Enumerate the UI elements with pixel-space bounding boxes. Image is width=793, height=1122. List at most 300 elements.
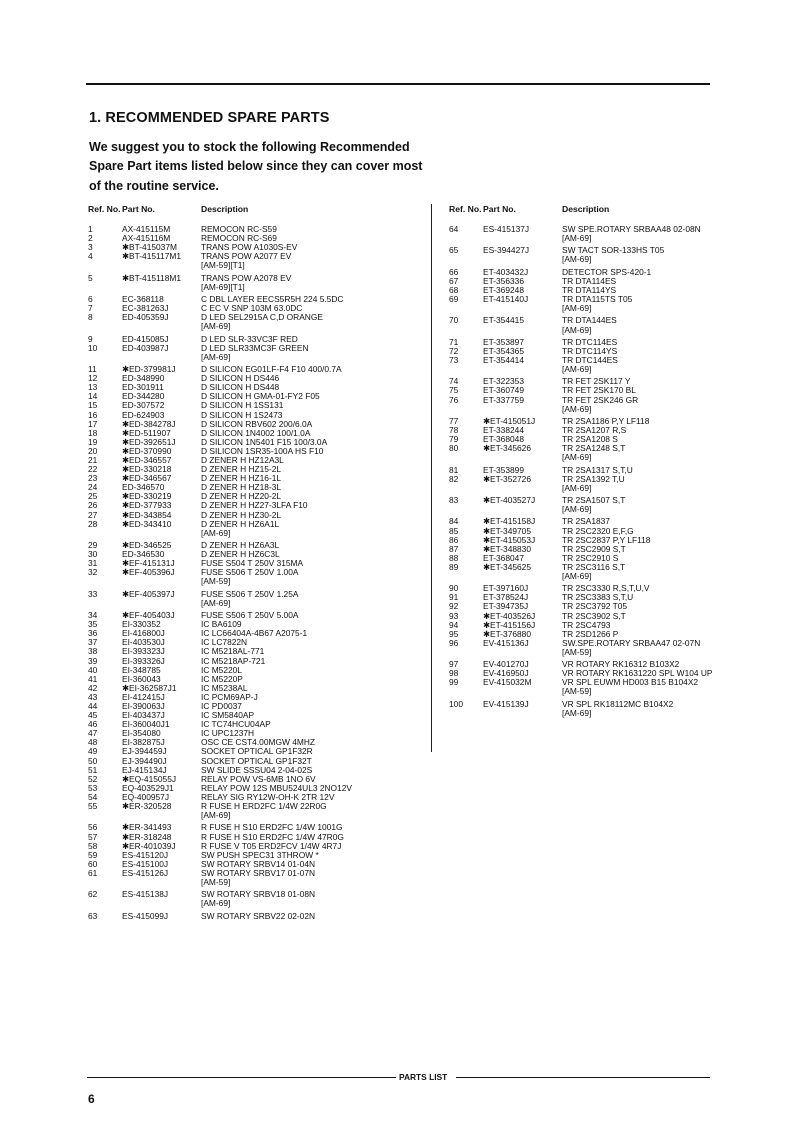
part-no-cell: EI-348785 bbox=[122, 664, 161, 675]
ref-no-cell: 77 bbox=[449, 415, 459, 426]
part-no-cell: ET-353899 bbox=[483, 464, 524, 475]
table-row bbox=[449, 475, 749, 493]
description-line: D ZENER H HZ16-1L bbox=[201, 473, 282, 484]
description-line: IC M5220L bbox=[201, 664, 242, 675]
description-line: R FUSE H ERD2FC 1/4W 22R0G bbox=[201, 801, 327, 812]
ref-no-cell: 6 bbox=[88, 294, 93, 305]
description-line: D LED SLR33MC3F GREEN bbox=[201, 342, 309, 353]
description-line: TR DTA144ES bbox=[562, 315, 617, 326]
part-no-header: Part No. bbox=[483, 204, 516, 214]
part-no-cell: ✱ED-346567 bbox=[122, 473, 172, 484]
ref-no-cell: 100 bbox=[449, 698, 463, 709]
ref-no-cell: 47 bbox=[88, 728, 98, 739]
ref-no-cell: 24 bbox=[88, 482, 98, 493]
description-cell bbox=[562, 475, 749, 493]
part-no-cell: ED-301911 bbox=[122, 382, 164, 393]
description-line: TR 2SA1248 S,T bbox=[562, 443, 626, 454]
description-line: C EC V SNP 103M 63.0DC bbox=[201, 303, 303, 314]
ref-no-cell: 69 bbox=[449, 294, 459, 305]
ref-no-cell: 92 bbox=[449, 601, 459, 612]
description-line: D SILICON H GMA-01-FY2 F05 bbox=[201, 391, 320, 402]
part-no-cell: ET-368047 bbox=[483, 552, 524, 563]
table-row bbox=[88, 344, 424, 362]
page-number: 6 bbox=[88, 1092, 95, 1106]
description-line: TR 2SC3902 S,T bbox=[562, 610, 626, 621]
part-no-cell: ✱ED-511907 bbox=[122, 427, 171, 438]
part-no-cell: ✱EF-405397J bbox=[122, 588, 175, 599]
part-no-cell: ✱ED-343854 bbox=[122, 509, 172, 520]
ref-no-cell: 4 bbox=[88, 251, 93, 262]
part-no-cell: ✱ET-415156J bbox=[483, 619, 536, 630]
parts-table-right bbox=[449, 203, 749, 718]
description-cell bbox=[201, 590, 424, 608]
part-no-cell: EQ-403529J1 bbox=[122, 782, 174, 793]
description-line: D LED SEL2915A C,D ORANGE bbox=[201, 312, 323, 323]
description-line: TR 2SA1837 bbox=[562, 516, 610, 527]
part-no-cell: ET-403432J bbox=[483, 266, 529, 277]
description-line: TR DTA115TS T05 bbox=[562, 294, 633, 305]
ref-no-cell: 25 bbox=[88, 491, 98, 502]
table-row bbox=[449, 356, 749, 374]
part-no-cell: ET-368048 bbox=[483, 434, 524, 445]
ref-no-cell: 36 bbox=[88, 628, 98, 639]
table-row bbox=[449, 295, 749, 313]
ref-no-cell: 89 bbox=[449, 561, 459, 572]
table-row bbox=[88, 912, 424, 921]
table-row bbox=[449, 316, 749, 334]
ref-no-cell: 60 bbox=[88, 858, 98, 869]
description-line: [AM-59] bbox=[562, 646, 592, 657]
table-row bbox=[449, 496, 749, 514]
description-cell bbox=[201, 344, 424, 362]
description-line: [AM-59] bbox=[562, 686, 592, 697]
description-line: SW SLIDE SSSU04 2-04-02S bbox=[201, 764, 313, 775]
description-line: TR FET 2SK246 GR bbox=[562, 394, 639, 405]
part-no-cell: ET-354365 bbox=[483, 345, 524, 356]
part-no-cell: ✱ER-341493 bbox=[122, 822, 172, 833]
part-no-cell: ✱ER-320528 bbox=[122, 801, 172, 812]
ref-no-cell: 75 bbox=[449, 385, 459, 396]
part-no-cell: EJ-394490J bbox=[122, 755, 167, 766]
part-no-cell: EI-354080 bbox=[122, 728, 161, 739]
table-header bbox=[88, 203, 424, 225]
table-row bbox=[88, 274, 424, 292]
ref-no-cell: 31 bbox=[88, 558, 98, 569]
description-line: D SILICON 1SR35-100A HS F10 bbox=[201, 445, 324, 456]
intro-line: of the routine service. bbox=[89, 178, 219, 193]
description-line: IC BA6109 bbox=[201, 619, 242, 630]
column-divider bbox=[431, 204, 432, 752]
description-line: FUSE S504 T 250V 315MA bbox=[201, 558, 304, 569]
ref-no-cell: 18 bbox=[88, 427, 98, 438]
description-line: TR 2SA1207 R,S bbox=[562, 425, 627, 435]
description-line: VR ROTARY RK16312 B103X2 bbox=[562, 659, 680, 670]
description-line: VR SPL RK18112MC B104X2 bbox=[562, 698, 674, 709]
description-line: IC SM5840AP bbox=[201, 710, 255, 721]
ref-no-cell: 17 bbox=[88, 418, 98, 429]
ref-no-cell: 7 bbox=[88, 303, 93, 314]
ref-no-cell: 82 bbox=[449, 473, 459, 484]
ref-no-cell: 12 bbox=[88, 373, 98, 384]
table-row bbox=[449, 246, 749, 264]
description-line: SW ROTARY SRBV18 01-08N bbox=[201, 889, 316, 900]
part-no-cell: ✱ET-403527J bbox=[483, 495, 536, 506]
part-no-cell: ES-415120J bbox=[122, 849, 169, 860]
description-line: FUSE S506 T 250V 1.25A bbox=[201, 588, 299, 599]
table-header bbox=[449, 203, 749, 225]
part-no-cell: ✱ET-415051J bbox=[483, 415, 536, 426]
ref-no-cell: 48 bbox=[88, 737, 98, 748]
footer-rule bbox=[87, 1077, 396, 1078]
part-no-cell: ✱ET-403526J bbox=[483, 610, 536, 621]
part-no-cell: ED-405359J bbox=[122, 312, 169, 323]
part-no-cell: AX-415115M bbox=[122, 224, 171, 234]
part-no-cell: ET-322353 bbox=[483, 376, 524, 387]
description-line: IC LC7822N bbox=[201, 637, 248, 648]
ref-no-cell: 78 bbox=[449, 425, 459, 435]
ref-no-cell: 52 bbox=[88, 773, 98, 784]
part-no-cell: EC-381263J bbox=[122, 303, 169, 314]
part-no-cell: EC-368118 bbox=[122, 294, 164, 305]
description-line: IC M5238AL bbox=[201, 682, 248, 693]
description-cell bbox=[562, 678, 749, 696]
part-no-cell: ✱ED-343410 bbox=[122, 518, 172, 529]
ref-no-cell: 66 bbox=[449, 266, 459, 277]
ref-no-cell: 55 bbox=[88, 801, 98, 812]
ref-no-cell: 62 bbox=[88, 889, 98, 900]
description-cell bbox=[562, 316, 749, 334]
ref-no-cell: 42 bbox=[88, 682, 98, 693]
description-line: [AM-69] bbox=[201, 898, 231, 909]
intro-paragraph bbox=[89, 138, 429, 196]
description-line: [AM-59] bbox=[201, 576, 231, 587]
table-row bbox=[88, 520, 424, 538]
description-line: DETECTOR SPS-420-1 bbox=[562, 266, 652, 277]
ref-no-cell: 65 bbox=[449, 245, 459, 256]
ref-no-cell: 13 bbox=[88, 382, 98, 393]
ref-no-cell: 30 bbox=[88, 549, 98, 560]
description-line: TR 2SA1392 T,U bbox=[562, 473, 625, 484]
description-line: D ZENER H HZ20-2L bbox=[201, 491, 282, 502]
description-line: [AM-69] bbox=[201, 527, 231, 538]
description-cell bbox=[201, 802, 424, 820]
part-no-cell: ✱BT-415037M bbox=[122, 242, 177, 253]
part-no-cell: ✱ET-345626 bbox=[483, 443, 531, 454]
description-line: [AM-69] bbox=[201, 351, 231, 362]
table-row bbox=[88, 869, 424, 887]
ref-no-cell: 2 bbox=[88, 233, 93, 244]
description-line: TR 2SA1507 S,T bbox=[562, 495, 626, 506]
description-line: [AM-69] bbox=[562, 504, 592, 515]
ref-no-cell: 41 bbox=[88, 673, 98, 684]
description-line: VR ROTARY RK1631220 SPL W104 UP bbox=[562, 668, 713, 679]
table-row bbox=[88, 802, 424, 820]
description-line: TRANS POW A2077 EV bbox=[201, 251, 292, 262]
part-no-cell: ET-354414 bbox=[483, 354, 524, 365]
description-cell bbox=[201, 568, 424, 586]
description-line: IC UPC1237H bbox=[201, 728, 255, 739]
description-line: [AM-69] bbox=[562, 482, 592, 493]
description-line: SW.SPE.ROTARY SRBAA47 02-07N bbox=[562, 637, 701, 648]
part-no-cell: EI-393326J bbox=[122, 655, 165, 666]
description-cell bbox=[562, 639, 749, 657]
part-no-cell: ✱ET-376880 bbox=[483, 628, 531, 639]
ref-no-cell: 5 bbox=[88, 272, 93, 283]
ref-no-cell: 74 bbox=[449, 376, 459, 387]
description-line: FUSE S506 T 250V 1.00A bbox=[201, 567, 299, 578]
description-cell bbox=[562, 246, 749, 264]
footer-label: PARTS LIST bbox=[399, 1072, 448, 1082]
table-row bbox=[88, 890, 424, 908]
ref-no-cell: 20 bbox=[88, 445, 98, 456]
description-line: D SILICON RBV602 200/6.0A bbox=[201, 418, 313, 429]
description-line: TR 2SC2837 P,Y LF118 bbox=[562, 534, 651, 545]
description-line: REMOCON RC-S59 bbox=[201, 224, 277, 234]
description-cell bbox=[562, 356, 749, 374]
description-line: SOCKET OPTICAL GP1F32T bbox=[201, 755, 312, 766]
part-no-cell: ED-415085J bbox=[122, 333, 169, 344]
description-line: D ZENER H HZ15-2L bbox=[201, 464, 282, 475]
description-cell bbox=[562, 295, 749, 313]
table-row bbox=[449, 225, 749, 243]
ref-no-cell: 96 bbox=[449, 637, 459, 648]
part-no-cell: ✱ET-352726 bbox=[483, 473, 531, 484]
description-line: TRANS POW A2078 EV bbox=[201, 272, 292, 283]
description-cell bbox=[201, 252, 424, 270]
part-no-cell: EI-360043 bbox=[122, 673, 161, 684]
ref-no-cell: 98 bbox=[449, 668, 459, 679]
part-no-cell: ✱EQ-415055J bbox=[122, 773, 177, 784]
description-line: [AM-69] bbox=[201, 810, 231, 821]
part-no-cell: ET-415140J bbox=[483, 294, 529, 305]
ref-no-cell: 72 bbox=[449, 345, 459, 356]
description-cell bbox=[201, 520, 424, 538]
part-no-cell: EI-390063J bbox=[122, 701, 165, 711]
description-line: [AM-69] bbox=[201, 321, 231, 332]
description-line: TR FET 2SK117 Y bbox=[562, 376, 631, 387]
ref-no-cell: 61 bbox=[88, 867, 98, 878]
ref-no-cell: 44 bbox=[88, 701, 98, 711]
ref-no-cell: 10 bbox=[88, 342, 98, 353]
part-no-cell: AX-415116M bbox=[122, 233, 171, 244]
description-line: SW SPE.ROTARY SRBAA48 02-08N bbox=[562, 224, 701, 234]
ref-no-cell: 59 bbox=[88, 849, 98, 860]
ref-no-cell: 53 bbox=[88, 782, 98, 793]
ref-no-cell: 70 bbox=[449, 315, 459, 326]
part-no-cell: ✱ED-330219 bbox=[122, 491, 172, 502]
table-row bbox=[88, 252, 424, 270]
description-line: IC TC74HCU04AP bbox=[201, 719, 271, 730]
ref-no-cell: 64 bbox=[449, 224, 459, 234]
description-line: TR 2SC3792 T05 bbox=[562, 601, 628, 612]
description-line: D ZENER H HZ6A1L bbox=[201, 518, 280, 529]
description-line: TR 2SA1208 S bbox=[562, 434, 618, 445]
description-line: [AM-69] bbox=[562, 254, 592, 265]
part-no-cell: ES-415137J bbox=[483, 224, 530, 234]
description-line: D ZENER H HZ6C3L bbox=[201, 549, 280, 560]
ref-no-cell: 40 bbox=[88, 664, 98, 675]
part-no-header: Part No. bbox=[122, 204, 155, 214]
part-no-cell: EJ-415134J bbox=[122, 764, 167, 775]
part-no-cell: ✱EF-415131J bbox=[122, 558, 175, 569]
description-cell bbox=[562, 563, 749, 581]
part-no-cell: ✱EF-405403J bbox=[122, 610, 175, 621]
ref-no-cell: 71 bbox=[449, 336, 459, 347]
description-header: Description bbox=[562, 204, 610, 214]
ref-no-cell: 19 bbox=[88, 436, 98, 447]
ref-no-cell: 50 bbox=[88, 755, 98, 766]
description-line: IC M5218AP-721 bbox=[201, 655, 266, 666]
description-line: OSC CE CST4.00MGW 4MHZ bbox=[201, 737, 316, 748]
ref-no-cell: 95 bbox=[449, 628, 459, 639]
description-line: R FUSE V T05 ERD2FCV 1/4W 4R7J bbox=[201, 840, 342, 851]
description-line: SW TACT SOR-133HS T05 bbox=[562, 245, 665, 256]
part-no-cell: EI-403530J bbox=[122, 637, 165, 648]
description-line: TR 2SC2909 S,T bbox=[562, 543, 626, 554]
ref-no-cell: 94 bbox=[449, 619, 459, 630]
part-no-cell: ✱BT-415118M1 bbox=[122, 272, 182, 283]
part-no-cell: ED-307572 bbox=[122, 400, 165, 411]
ref-no-cell: 57 bbox=[88, 831, 98, 842]
ref-no-cell: 84 bbox=[449, 516, 459, 527]
description-line: VR SPL EUWM HD003 B15 B104X2 bbox=[562, 677, 699, 688]
ref-no-cell: 32 bbox=[88, 567, 98, 578]
part-no-cell: ✱ET-348830 bbox=[483, 543, 531, 554]
part-no-cell: ES-415138J bbox=[122, 889, 169, 900]
description-line: TR FET 2SK170 BL bbox=[562, 385, 636, 396]
description-line: D SILICON 1N5401 F15 100/3.0A bbox=[201, 436, 328, 447]
table-row bbox=[449, 563, 749, 581]
description-cell bbox=[562, 444, 749, 462]
part-no-cell: EV-415136J bbox=[483, 637, 529, 648]
description-line: D ZENER H HZ12A3L bbox=[201, 455, 284, 465]
description-line: IC PCM69AP-J bbox=[201, 691, 258, 702]
part-no-cell: ✱ED-392651J bbox=[122, 436, 176, 447]
part-no-cell: EV-415032M bbox=[483, 677, 532, 688]
ref-no-cell: 93 bbox=[449, 610, 459, 621]
part-no-cell: ET-354415 bbox=[483, 315, 524, 326]
ref-no-cell: 80 bbox=[449, 443, 459, 454]
ref-no-cell: 3 bbox=[88, 242, 93, 253]
description-line: [AM-69] bbox=[562, 303, 592, 314]
part-no-cell: ET-337759 bbox=[483, 394, 524, 405]
part-no-cell: ET-397160J bbox=[483, 583, 529, 594]
part-no-cell: EI-382875J bbox=[122, 737, 165, 748]
ref-no-cell: 87 bbox=[449, 543, 459, 554]
description-line: [AM-59][T1] bbox=[201, 260, 245, 271]
description-line: SW ROTARY SRBV17 01-07N bbox=[201, 867, 316, 878]
description-line: D ZENER H HZ6A3L bbox=[201, 540, 280, 551]
intro-line: Spare Part items listed below since they can cover most bbox=[89, 159, 423, 174]
description-line: TR 2SA1186 P,Y LF118 bbox=[562, 415, 650, 426]
ref-no-cell: 29 bbox=[88, 540, 98, 551]
description-line: TR 2SC2910 S bbox=[562, 552, 619, 563]
part-no-cell: ✱EF-405396J bbox=[122, 567, 175, 578]
description-line: D SILICON H DS446 bbox=[201, 373, 280, 384]
table-row bbox=[449, 396, 749, 414]
description-line: [AM-69] bbox=[201, 597, 231, 608]
ref-no-cell: 76 bbox=[449, 394, 459, 405]
part-no-cell: ✱ET-345625 bbox=[483, 561, 531, 572]
part-no-cell: ✱ED-379981J bbox=[122, 364, 176, 375]
description-line: SOCKET OPTICAL GP1F32R bbox=[201, 746, 313, 757]
ref-no-header: Ref. No. bbox=[449, 204, 482, 214]
ref-no-cell: 8 bbox=[88, 312, 93, 323]
description-line: TR 2SC4793 bbox=[562, 619, 611, 630]
description-cell bbox=[562, 225, 749, 243]
ref-no-cell: 15 bbox=[88, 400, 98, 411]
ref-no-cell: 26 bbox=[88, 500, 98, 511]
part-no-cell: ES-394427J bbox=[483, 245, 530, 256]
part-no-cell: ✱ER-401039J bbox=[122, 840, 176, 851]
part-no-cell: ET-338244 bbox=[483, 425, 524, 435]
description-line: SW ROTARY SRBV22 02-02N bbox=[201, 910, 316, 921]
part-no-cell: ET-353897 bbox=[483, 336, 524, 347]
ref-no-cell: 58 bbox=[88, 840, 98, 851]
description-line: IC M5218AL-771 bbox=[201, 646, 265, 657]
ref-no-cell: 63 bbox=[88, 910, 98, 921]
ref-no-cell: 39 bbox=[88, 655, 98, 666]
description-line: IC PD0037 bbox=[201, 701, 242, 711]
part-no-cell: ✱BT-415117M1 bbox=[122, 251, 182, 262]
part-no-cell: ✱ET-415053J bbox=[483, 534, 536, 545]
part-no-cell: EV-401270J bbox=[483, 659, 529, 670]
table-row bbox=[88, 590, 424, 608]
table-row bbox=[88, 313, 424, 331]
ref-no-header: Ref. No. bbox=[88, 204, 121, 214]
part-no-cell: EI-393323J bbox=[122, 646, 165, 657]
description-line: [AM-69] bbox=[562, 570, 592, 581]
ref-no-cell: 23 bbox=[88, 473, 98, 484]
ref-no-cell: 56 bbox=[88, 822, 98, 833]
part-no-cell: ET-378524J bbox=[483, 592, 529, 603]
part-no-cell: ✱ED-346525 bbox=[122, 540, 172, 551]
part-no-cell: EI-360040J1 bbox=[122, 719, 170, 730]
description-cell bbox=[201, 869, 424, 887]
description-line: [AM-59] bbox=[201, 876, 231, 887]
part-no-cell: ✱ED-377933 bbox=[122, 500, 172, 511]
part-no-cell: ✱ED-384278J bbox=[122, 418, 176, 429]
intro-line: We suggest you to stock the following Recommended bbox=[89, 140, 410, 154]
part-no-cell: ✱ED-330218 bbox=[122, 464, 172, 475]
part-no-cell: EQ-400957J bbox=[122, 791, 170, 802]
description-line: TR 2SC3116 S,T bbox=[562, 561, 626, 572]
description-line: SW ROTARY SRBV14 01-04N bbox=[201, 858, 316, 869]
part-no-cell: EJ-394459J bbox=[122, 746, 167, 757]
part-no-cell: ✱ET-415158J bbox=[483, 516, 536, 527]
part-no-cell: ✱ET-349705 bbox=[483, 525, 531, 536]
part-no-cell: EI-403437J bbox=[122, 710, 165, 721]
description-line: D SILICON H 1SS131 bbox=[201, 400, 284, 411]
part-no-cell: ED-624903 bbox=[122, 409, 165, 420]
part-no-cell: EI-330352 bbox=[122, 619, 161, 630]
table-body bbox=[88, 225, 424, 921]
description-line: D ZENER H HZ18-3L bbox=[201, 482, 282, 493]
description-line: D ZENER H HZ30-2L bbox=[201, 509, 282, 520]
description-line: TR 2SC3383 S,T,U bbox=[562, 592, 634, 603]
description-line: TR DTC114YS bbox=[562, 345, 618, 356]
table-row bbox=[449, 700, 749, 718]
description-line: IC LC66404A-4B67 A2075-1 bbox=[201, 628, 308, 639]
ref-no-cell: 16 bbox=[88, 409, 98, 420]
description-line: [AM-69] bbox=[562, 324, 592, 335]
description-line: TR DTA114YS bbox=[562, 284, 617, 295]
ref-no-cell: 68 bbox=[449, 284, 459, 295]
description-line: C DBL LAYER EECS5R5H 224 5.5DC bbox=[201, 294, 344, 305]
table-row bbox=[449, 639, 749, 657]
part-no-cell: ET-369248 bbox=[483, 284, 524, 295]
description-cell bbox=[562, 496, 749, 514]
